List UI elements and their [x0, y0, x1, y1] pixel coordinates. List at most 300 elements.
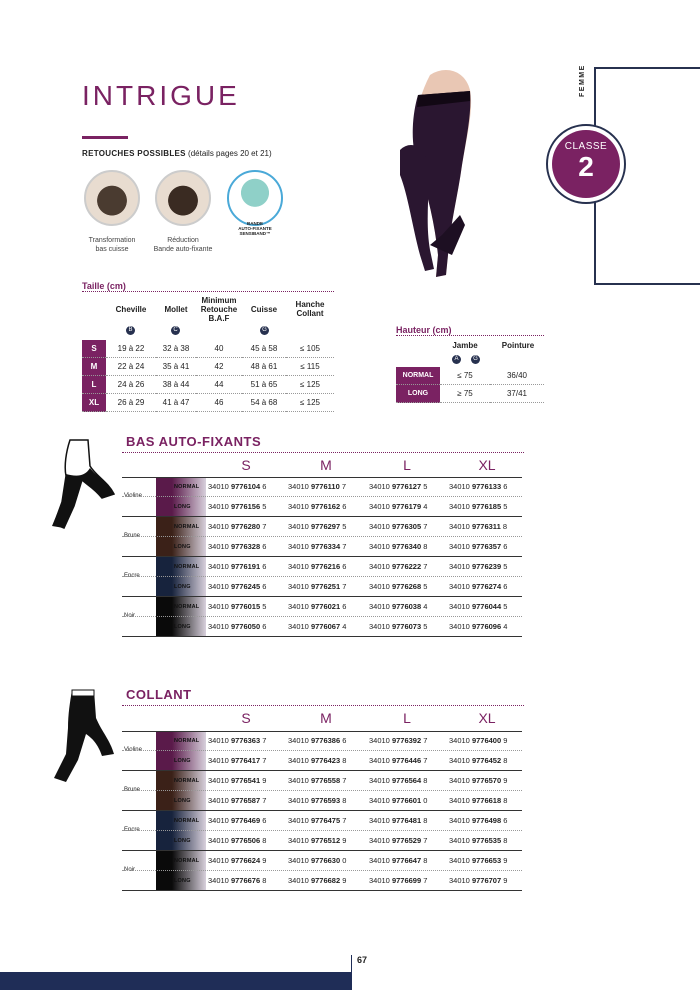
row-divider: [122, 636, 522, 637]
row-divider: [122, 750, 522, 751]
ean-code: [449, 502, 507, 511]
length-label: LONG: [174, 544, 191, 550]
band-reduction-icon: [155, 170, 211, 226]
c-point-icon: C: [171, 326, 180, 335]
ean-code: [288, 816, 346, 825]
ean-check: 9: [342, 876, 347, 885]
ean-core: 9776475: [310, 816, 341, 825]
ean-prefix: 34010: [288, 736, 309, 745]
ean-check: 6: [342, 736, 347, 745]
ean-code: [369, 816, 427, 825]
ean-prefix: 34010: [369, 776, 390, 785]
ean-check: 9: [262, 856, 267, 865]
ean-check: 5: [423, 482, 428, 491]
ean-prefix: 34010: [449, 542, 470, 551]
ean-check: 6: [262, 582, 267, 591]
ean-prefix: 34010: [288, 522, 309, 531]
ean-core: 9776469: [230, 816, 261, 825]
ean-check: 4: [503, 622, 508, 631]
ean-code: [208, 816, 266, 825]
ean-prefix: 34010: [288, 562, 309, 571]
ean-check: 4: [423, 602, 428, 611]
taille-row: [82, 376, 334, 394]
length-column: [172, 557, 206, 597]
taille-label: Taille (cm): [82, 281, 334, 292]
retouche-2-line2: Bande auto-fixante: [153, 246, 213, 253]
ean-code: [208, 736, 266, 745]
size-cell: XL: [82, 394, 106, 412]
ean-core: 9776587: [230, 796, 261, 805]
ean-core: 9776682: [310, 876, 341, 885]
ean-code: [288, 796, 346, 805]
taille-row: [82, 340, 334, 358]
length-label: LONG: [174, 798, 191, 804]
taille-value: 42: [196, 358, 242, 376]
ean-code: [288, 622, 346, 631]
ean-prefix: 34010: [449, 776, 470, 785]
taille-row: [82, 394, 334, 412]
ean-core: 9776423: [310, 756, 341, 765]
collant-size-s: S: [241, 710, 251, 726]
ean-code: [208, 562, 266, 571]
ean-core: 9776280: [230, 522, 261, 531]
ean-prefix: 34010: [208, 736, 229, 745]
ean-core: 9776311: [471, 522, 501, 531]
ean-prefix: 34010: [288, 776, 309, 785]
ean-check: 7: [423, 876, 428, 885]
ean-prefix: 34010: [369, 602, 390, 611]
ean-core: 9776498: [471, 816, 502, 825]
ean-check: 7: [423, 836, 428, 845]
length-label: LONG: [174, 624, 191, 630]
ean-core: 9776127: [391, 482, 422, 491]
collant-size-xl: XL: [478, 710, 496, 726]
length-label: LONG: [174, 504, 191, 510]
taille-value: 24 à 26: [106, 376, 156, 394]
taille-value: ≤ 115: [286, 358, 334, 376]
ean-check: 8: [423, 542, 428, 551]
ean-check: 5: [262, 602, 267, 611]
ean-prefix: 34010: [369, 796, 390, 805]
ean-prefix: 34010: [288, 856, 309, 865]
ean-check: 0: [342, 856, 347, 865]
ean-prefix: 34010: [208, 816, 229, 825]
retouche-1-line1: Transformation: [88, 237, 136, 244]
ean-prefix: 34010: [288, 482, 309, 491]
length-label: NORMAL: [174, 858, 200, 864]
header-cheville: Cheville: [115, 305, 147, 314]
taille-value: ≤ 125: [286, 376, 334, 394]
hauteur-label: Hauteur (cm): [396, 325, 544, 336]
ean-core: 9776245: [230, 582, 261, 591]
ean-code: [369, 796, 427, 805]
ean-core: 9776222: [391, 562, 422, 571]
color-name: Brune: [124, 533, 141, 539]
length-label: NORMAL: [174, 564, 200, 570]
ean-check: 5: [423, 582, 428, 591]
ean-prefix: 34010: [449, 582, 470, 591]
row-divider: [122, 870, 522, 871]
taille-value: 19 à 22: [106, 340, 156, 358]
ean-check: 6: [262, 622, 267, 631]
taille-value: 26 à 29: [106, 394, 156, 412]
retouche-1-label: [72, 236, 152, 254]
ean-code: [369, 756, 427, 765]
ean-prefix: 34010: [208, 756, 229, 765]
ean-prefix: 34010: [208, 542, 229, 551]
hauteur-row: [396, 385, 544, 403]
ean-check: 4: [342, 622, 347, 631]
retouches-detail: (détails pages 20 et 21): [188, 149, 272, 158]
ean-core: 9776274: [471, 582, 502, 591]
ean-prefix: 34010: [208, 622, 229, 631]
classe-badge: [552, 130, 620, 198]
taille-value: 41 à 47: [156, 394, 196, 412]
ean-code: [449, 776, 507, 785]
bas-title: BAS AUTO-FIXANTS: [126, 434, 262, 449]
ean-core: 9776676: [230, 876, 261, 885]
ean-code: [208, 542, 266, 551]
ean-check: 6: [262, 562, 267, 571]
taille-icons: [82, 326, 334, 338]
ean-core: 9776297: [310, 522, 341, 531]
ean-check: 5: [342, 522, 347, 531]
ean-check: 5: [423, 622, 428, 631]
taille-table: [82, 340, 334, 412]
ean-code: [449, 836, 507, 845]
taille-value: 35 à 41: [156, 358, 196, 376]
ean-code: [288, 856, 346, 865]
ean-check: 0: [423, 796, 428, 805]
ean-core: 9776653: [471, 856, 502, 865]
ean-prefix: 34010: [288, 836, 309, 845]
ean-prefix: 34010: [288, 602, 309, 611]
footer-bar: [0, 972, 351, 990]
g-point-icon: G: [260, 326, 269, 335]
color-name: Encre: [124, 827, 140, 833]
row-divider: [122, 576, 522, 577]
ean-prefix: 34010: [449, 836, 470, 845]
ean-prefix: 34010: [449, 562, 470, 571]
header-hanche-collant: Hanche Collant: [295, 300, 325, 318]
header-cuisse: Cuisse: [250, 305, 278, 314]
ean-code: [208, 876, 266, 885]
ean-code: [288, 876, 346, 885]
ean-prefix: 34010: [369, 756, 390, 765]
length-column: [172, 731, 206, 771]
ean-check: 8: [423, 816, 428, 825]
ean-prefix: 34010: [449, 876, 470, 885]
femme-label: FEMME: [579, 64, 586, 97]
page-number: 67: [357, 955, 368, 965]
ean-check: 6: [342, 602, 347, 611]
collant-title: COLLANT: [126, 687, 192, 702]
ean-check: 8: [423, 776, 428, 785]
ean-code: [288, 756, 346, 765]
ean-core: 9776630: [310, 856, 341, 865]
size-cell: L: [82, 376, 106, 394]
ean-code: [369, 602, 427, 611]
ean-prefix: 34010: [369, 522, 390, 531]
length-label: LONG: [174, 758, 191, 764]
taille-value: 51 à 65: [242, 376, 286, 394]
ean-core: 9776386: [310, 736, 341, 745]
length-column: [172, 771, 206, 811]
ean-code: [449, 756, 507, 765]
ean-code: [288, 482, 346, 491]
g-point-icon-hauteur: G: [471, 355, 480, 364]
bas-size-headers: [122, 457, 524, 477]
ean-code: [288, 542, 346, 551]
length-label: NORMAL: [174, 818, 200, 824]
ean-check: 5: [503, 562, 508, 571]
bas-code-grid: [122, 477, 524, 639]
color-swatch: [156, 477, 172, 517]
ean-prefix: 34010: [208, 522, 229, 531]
ean-check: 7: [262, 756, 267, 765]
ean-prefix: 34010: [449, 622, 470, 631]
ean-prefix: 34010: [369, 482, 390, 491]
ean-core: 9776021: [310, 602, 341, 611]
ean-core: 9776067: [310, 622, 341, 631]
ean-prefix: 34010: [369, 816, 390, 825]
ean-prefix: 34010: [369, 856, 390, 865]
ean-code: [208, 796, 266, 805]
length-column: [172, 517, 206, 557]
ean-core: 9776541: [230, 776, 261, 785]
stocking-silhouette-icon: [44, 436, 118, 536]
length-column: [172, 597, 206, 637]
ean-core: 9776305: [391, 522, 422, 531]
ean-core: 9776156: [230, 502, 261, 511]
ean-prefix: 34010: [449, 482, 470, 491]
ean-code: [288, 736, 346, 745]
ean-check: 7: [423, 756, 428, 765]
length-column: [172, 811, 206, 851]
ean-code: [208, 482, 266, 491]
ean-prefix: 34010: [208, 856, 229, 865]
footer-divider: [351, 955, 352, 990]
ean-code: [208, 602, 266, 611]
taille-value: ≤ 125: [286, 394, 334, 412]
ean-check: 5: [262, 502, 267, 511]
ean-prefix: 34010: [208, 776, 229, 785]
ean-code: [449, 522, 507, 531]
ean-code: [288, 582, 346, 591]
row-divider: [122, 496, 522, 497]
ean-core: 9776096: [471, 622, 502, 631]
hauteur-row: [396, 367, 544, 385]
ean-check: 6: [262, 542, 267, 551]
ean-check: 6: [342, 502, 347, 511]
ean-prefix: 34010: [288, 502, 309, 511]
classe-label: CLASSE: [564, 141, 608, 152]
ean-prefix: 34010: [288, 756, 309, 765]
ean-check: 7: [423, 522, 428, 531]
ean-prefix: 34010: [208, 562, 229, 571]
ean-core: 9776110: [310, 482, 340, 491]
ean-prefix: 34010: [288, 796, 309, 805]
ean-core: 9776647: [391, 856, 422, 865]
stocking-product-image: [370, 55, 480, 287]
size-cell: S: [82, 340, 106, 358]
row-divider: [122, 790, 522, 791]
ean-code: [208, 836, 266, 845]
length-label: NORMAL: [174, 738, 200, 744]
ean-core: 9776506: [230, 836, 261, 845]
ean-core: 9776104: [230, 482, 261, 491]
thigh-transform-icon: [84, 170, 140, 226]
ean-code: [369, 482, 427, 491]
ean-check: 7: [262, 736, 267, 745]
ean-code: [369, 522, 427, 531]
ean-core: 9776699: [391, 876, 422, 885]
color-swatch: [156, 731, 172, 771]
ean-core: 9776529: [391, 836, 422, 845]
height-cell: NORMAL: [396, 367, 440, 385]
collant-size-l: L: [403, 710, 411, 726]
ean-check: 7: [423, 562, 428, 571]
taille-value: 32 à 38: [156, 340, 196, 358]
ean-code: [369, 582, 427, 591]
ean-check: 7: [423, 736, 428, 745]
ean-core: 9776363: [230, 736, 261, 745]
page-title: INTRIGUE: [82, 80, 240, 111]
row-divider: [122, 536, 522, 537]
ean-prefix: 34010: [288, 876, 309, 885]
retouche-2-label: [143, 236, 223, 254]
ean-core: 9776162: [310, 502, 341, 511]
ean-code: [288, 522, 346, 531]
length-label: LONG: [174, 838, 191, 844]
ean-core: 9776251: [310, 582, 341, 591]
length-label: NORMAL: [174, 484, 200, 490]
sensiband-line2: AUTO-FIXANTE SENSIBAND™: [238, 226, 272, 236]
color-name: Encre: [124, 573, 140, 579]
tights-silhouette-icon: [44, 688, 118, 788]
hauteur-value: ≥ 75: [440, 385, 490, 403]
ean-prefix: 34010: [369, 622, 390, 631]
taille-value: 22 à 24: [106, 358, 156, 376]
color-swatch: [156, 811, 172, 851]
ean-prefix: 34010: [288, 622, 309, 631]
header-min-retouche: Minimum Retouche B.A.F: [200, 296, 238, 323]
taille-value: 54 à 68: [242, 394, 286, 412]
ean-core: 9776707: [471, 876, 502, 885]
ean-code: [208, 856, 266, 865]
ean-check: 8: [342, 796, 347, 805]
hauteur-table: [396, 367, 544, 403]
ean-code: [208, 622, 266, 631]
header-jambe: Jambe: [452, 341, 478, 350]
color-swatch: [156, 597, 172, 637]
ean-core: 9776400: [471, 736, 502, 745]
taille-value: 40: [196, 340, 242, 358]
hauteur-value: 36/40: [490, 367, 544, 385]
ean-core: 9776015: [230, 602, 261, 611]
collant-title-rule: [122, 705, 524, 706]
color-name: Brune: [124, 787, 141, 793]
ean-code: [369, 856, 427, 865]
ean-code: [288, 602, 346, 611]
ean-core: 9776452: [471, 756, 502, 765]
ean-code: [208, 776, 266, 785]
ean-code: [449, 542, 507, 551]
ean-core: 9776191: [230, 562, 261, 571]
ean-core: 9776446: [391, 756, 422, 765]
ean-code: [449, 562, 507, 571]
sensiband-label: [227, 221, 283, 236]
color-swatch: [156, 771, 172, 811]
ean-core: 9776512: [310, 836, 341, 845]
ean-core: 9776618: [471, 796, 502, 805]
b-point-icon: B: [126, 326, 135, 335]
color-name: Noir: [124, 867, 136, 873]
ean-prefix: 34010: [369, 876, 390, 885]
row-divider: [122, 616, 522, 617]
ean-check: 8: [262, 876, 267, 885]
bas-size-m: M: [320, 457, 332, 473]
ean-check: 8: [262, 836, 267, 845]
color-swatch: [156, 517, 172, 557]
ean-check: 7: [341, 482, 347, 491]
ean-core: 9776185: [471, 502, 502, 511]
ean-core: 9776216: [310, 562, 341, 571]
ean-check: 8: [503, 756, 508, 765]
sensiband-line1: BANDE: [246, 221, 263, 226]
ean-check: 6: [262, 816, 267, 825]
ean-code: [369, 736, 427, 745]
collant-size-headers: [122, 710, 524, 730]
retouche-1-line2: bas cuisse: [95, 246, 129, 253]
ean-core: 9776593: [310, 796, 341, 805]
height-cell: LONG: [396, 385, 440, 403]
taille-value: 46: [196, 394, 242, 412]
ean-prefix: 34010: [369, 542, 390, 551]
ean-code: [369, 836, 427, 845]
ean-code: [449, 622, 507, 631]
taille-row: [82, 358, 334, 376]
ean-core: 9776624: [230, 856, 261, 865]
length-label: LONG: [174, 584, 191, 590]
bas-size-xl: XL: [478, 457, 496, 473]
ean-core: 9776334: [310, 542, 341, 551]
ean-code: [369, 542, 427, 551]
ean-check: 7: [262, 522, 267, 531]
retouches-heading: [82, 149, 272, 158]
retouche-2-line1: Réduction: [167, 237, 199, 244]
ean-code: [208, 582, 266, 591]
ean-prefix: 34010: [208, 502, 229, 511]
ean-prefix: 34010: [449, 756, 470, 765]
ean-prefix: 34010: [449, 816, 470, 825]
length-column: [172, 851, 206, 891]
ean-core: 9776357: [471, 542, 502, 551]
ean-core: 9776073: [391, 622, 422, 631]
taille-value: 45 à 58: [242, 340, 286, 358]
ean-prefix: 34010: [369, 562, 390, 571]
ean-check: 7: [342, 542, 347, 551]
hauteur-value: 37/41: [490, 385, 544, 403]
ean-check: 7: [342, 816, 347, 825]
ean-check: 7: [342, 776, 347, 785]
ean-check: 6: [503, 482, 508, 491]
ean-code: [449, 816, 507, 825]
ean-code: [449, 582, 507, 591]
ean-check: 8: [342, 756, 347, 765]
a-point-icon: A: [452, 355, 461, 364]
ean-code: [449, 482, 507, 491]
